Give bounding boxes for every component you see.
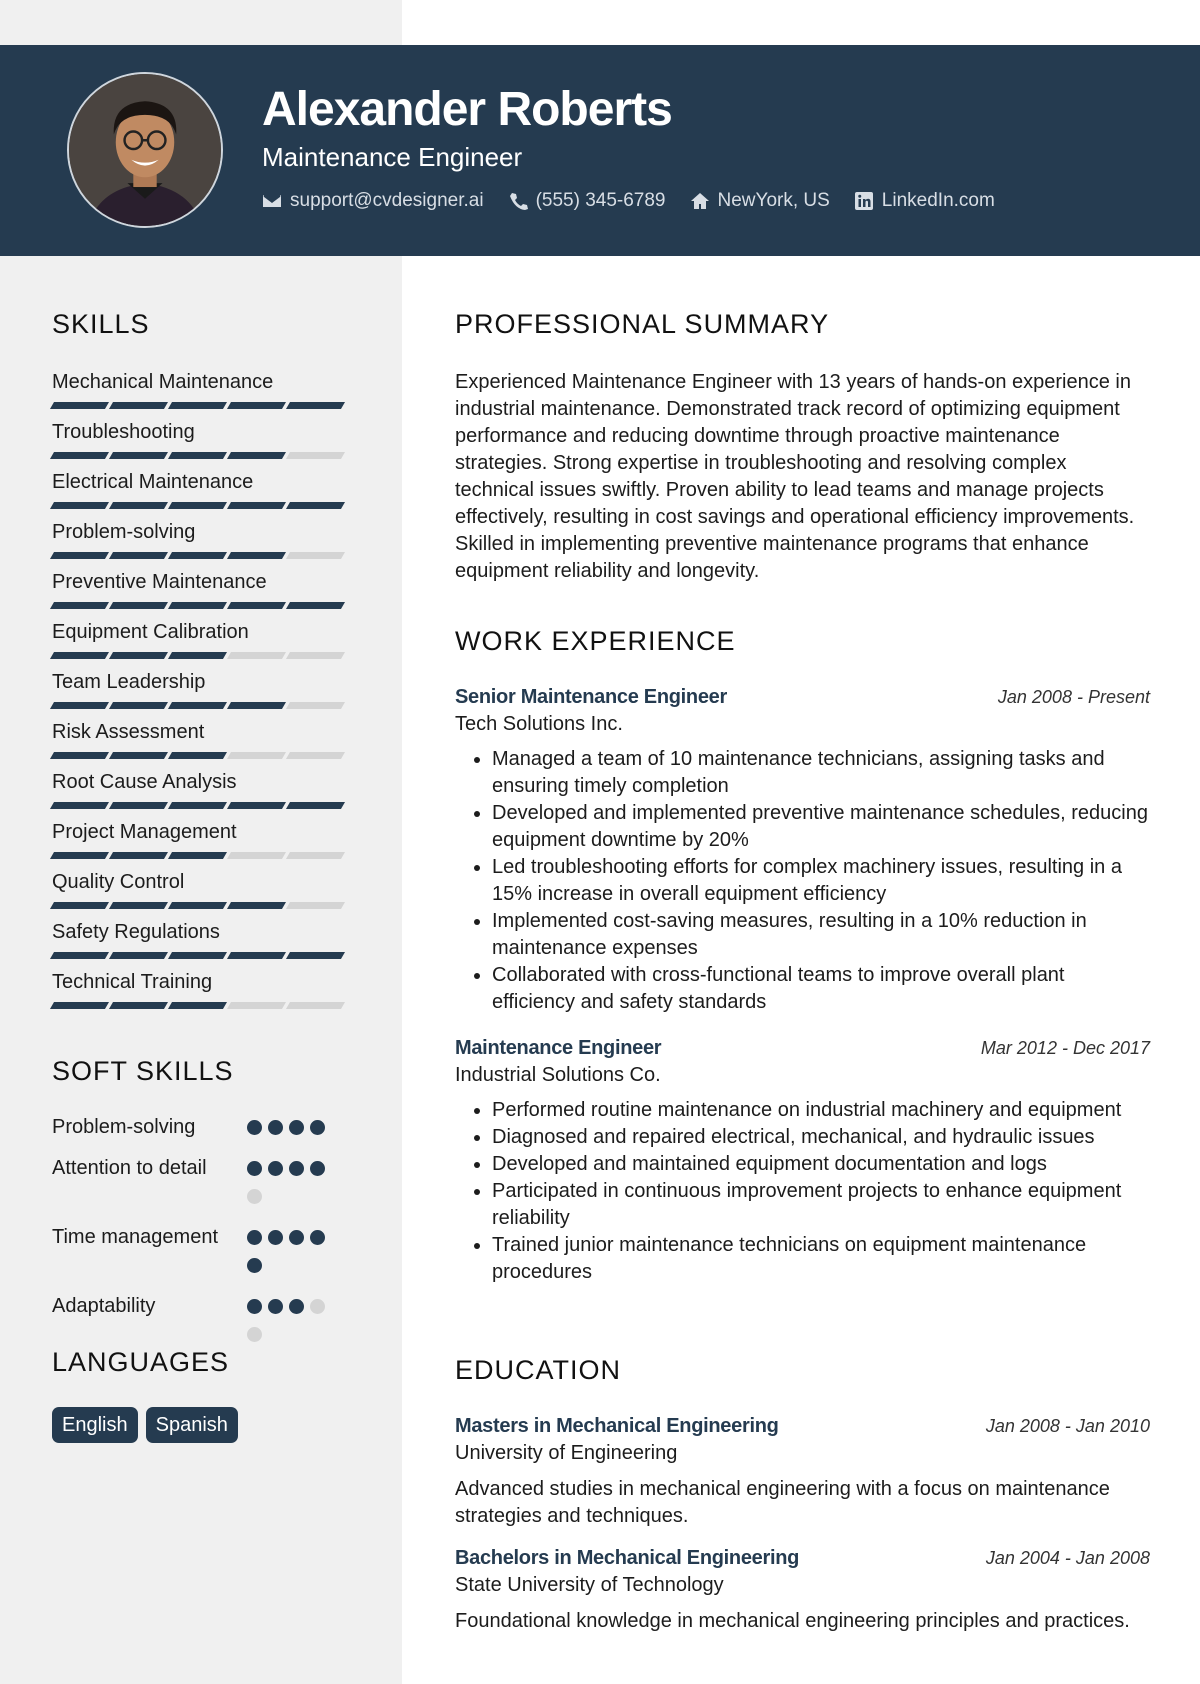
envelope-icon	[262, 191, 282, 211]
contact-location-text: NewYork, US	[717, 190, 830, 211]
skill-level-segment	[168, 1002, 227, 1009]
skill-level-segment	[227, 852, 286, 859]
rating-dot	[289, 1299, 304, 1314]
soft-skill-rating	[247, 1113, 337, 1148]
education-date: Jan 2004 - Jan 2008	[985, 1548, 1150, 1568]
skill-level-segment	[286, 652, 345, 659]
job-company: Tech Solutions Inc.	[455, 713, 623, 735]
skill-item	[52, 569, 352, 619]
skill-level-segment	[50, 802, 109, 809]
education-title: EDUCATION	[455, 1355, 622, 1385]
skill-level-segment	[286, 502, 345, 509]
skill-level-bar	[52, 902, 352, 909]
skill-level-segment	[227, 752, 286, 759]
job-bullet: • Participated in continuous improvement projects to enhance equipment reliability	[492, 1178, 1150, 1232]
soft-skill-rating	[247, 1154, 337, 1217]
skill-item	[52, 619, 352, 669]
skill-level-segment	[109, 752, 168, 759]
skill-level-segment	[227, 552, 286, 559]
skill-item	[52, 419, 352, 469]
skill-name: Risk Assessment	[52, 721, 205, 743]
skill-name: Technical Training	[52, 971, 213, 993]
skill-level-bar	[52, 852, 352, 859]
rating-dot	[247, 1327, 262, 1342]
rating-dot	[289, 1230, 304, 1245]
rating-dot	[310, 1230, 325, 1245]
job-title: Senior Maintenance Engineer	[455, 686, 727, 708]
languages-title: LANGUAGES	[52, 1347, 230, 1377]
rating-dot	[247, 1161, 262, 1176]
degree-title: Bachelors in Mechanical Engineering	[455, 1547, 800, 1569]
soft-skill-item	[52, 1113, 352, 1148]
rating-dot	[289, 1161, 304, 1176]
skill-level-segment	[109, 552, 168, 559]
skill-level-segment	[50, 502, 109, 509]
school-name: State University of Technology	[455, 1574, 724, 1596]
skill-level-segment	[227, 602, 286, 609]
skill-name: Equipment Calibration	[52, 621, 249, 643]
skill-level-segment	[50, 652, 109, 659]
skill-level-segment	[109, 502, 168, 509]
skill-level-bar	[52, 602, 352, 609]
education-description: Advanced studies in mechanical engineering with a focus on maintenance strategies and techniques.	[455, 1478, 1110, 1527]
job-bullet: • Trained junior maintenance technicians on equipment maintenance procedures	[492, 1232, 1150, 1286]
skill-level-segment	[168, 602, 227, 609]
degree-title: Masters in Mechanical Engineering	[455, 1415, 779, 1437]
skill-level-segment	[109, 602, 168, 609]
rating-dot	[289, 1120, 304, 1135]
skill-level-segment	[109, 852, 168, 859]
skill-name: Mechanical Maintenance	[52, 371, 274, 393]
soft-skill-item	[52, 1223, 352, 1286]
soft-skill-rating	[247, 1223, 337, 1286]
language-badge: Spanish	[146, 1407, 238, 1443]
skill-level-segment	[109, 452, 168, 459]
skill-item	[52, 369, 352, 419]
skill-level-segment	[227, 902, 286, 909]
skill-level-segment	[227, 652, 286, 659]
skill-level-bar	[52, 502, 352, 509]
skill-level-segment	[50, 602, 109, 609]
skill-level-segment	[286, 1002, 345, 1009]
skill-level-segment	[168, 752, 227, 759]
skill-level-segment	[286, 452, 345, 459]
skill-level-segment	[227, 502, 286, 509]
contact-linkedin-text: LinkedIn.com	[881, 190, 995, 211]
soft-skill-name: Attention to detail	[52, 1157, 207, 1179]
rating-dot	[247, 1230, 262, 1245]
skill-level-segment	[50, 752, 109, 759]
job-entry	[455, 684, 1150, 1016]
rating-dot	[247, 1120, 262, 1135]
contact-linkedin[interactable]	[854, 190, 995, 212]
skills-title: SKILLS	[52, 309, 150, 339]
skill-item	[52, 669, 352, 719]
avatar	[67, 72, 223, 228]
job-company: Industrial Solutions Co.	[455, 1064, 661, 1086]
soft-skill-name: Time management	[52, 1226, 218, 1248]
job-bullet: • Diagnosed and repaired electrical, mechanical, and hydraulic issues	[492, 1124, 1150, 1151]
skill-level-segment	[109, 802, 168, 809]
skill-level-segment	[109, 702, 168, 709]
skill-level-segment	[168, 802, 227, 809]
contact-list	[262, 190, 995, 212]
skill-level-segment	[227, 402, 286, 409]
rating-dot	[268, 1161, 283, 1176]
work-title: WORK EXPERIENCE	[455, 626, 736, 656]
skill-level-segment	[168, 852, 227, 859]
job-bullet: • Developed and implemented preventive maintenance schedules, reducing equipment downtime by 20%	[492, 800, 1150, 854]
rating-dot	[247, 1299, 262, 1314]
education-entry	[455, 1545, 1150, 1635]
rating-dot	[268, 1299, 283, 1314]
skill-name: Preventive Maintenance	[52, 571, 267, 593]
school-name: University of Engineering	[455, 1442, 678, 1464]
skill-level-segment	[286, 552, 345, 559]
job-bullet: • Developed and maintained equipment documentation and logs	[492, 1151, 1150, 1178]
skill-level-segment	[286, 602, 345, 609]
skill-level-segment	[286, 702, 345, 709]
skill-level-segment	[50, 902, 109, 909]
skill-level-bar	[52, 552, 352, 559]
skill-item	[52, 919, 352, 969]
skill-level-segment	[168, 502, 227, 509]
skill-level-segment	[109, 1002, 168, 1009]
job-bullet: • Managed a team of 10 maintenance technicians, assigning tasks and ensuring timely completion	[492, 746, 1150, 800]
skill-level-segment	[109, 902, 168, 909]
skill-level-segment	[50, 1002, 109, 1009]
job-bullet: • Led troubleshooting efforts for complex machinery issues, resulting in a 15% increase in overall equipment efficiency	[492, 854, 1150, 908]
skill-name: Root Cause Analysis	[52, 771, 237, 793]
skill-level-segment	[286, 902, 345, 909]
job-bullet: • Performed routine maintenance on industrial machinery and equipment	[492, 1097, 1150, 1124]
skill-item	[52, 719, 352, 769]
skill-item	[52, 819, 352, 869]
contact-email-text: support@cvdesigner.ai	[290, 190, 484, 211]
skill-name: Team Leadership	[52, 671, 206, 693]
skill-level-segment	[286, 402, 345, 409]
job-bullets	[455, 1097, 1150, 1286]
job-date: Jan 2008 - Present	[997, 687, 1150, 707]
skill-level-segment	[109, 652, 168, 659]
skill-level-bar	[52, 652, 352, 659]
skill-level-segment	[109, 402, 168, 409]
skill-name: Troubleshooting	[52, 421, 195, 443]
job-date: Mar 2012 - Dec 2017	[980, 1038, 1150, 1058]
soft-skills-title: SOFT SKILLS	[52, 1056, 234, 1086]
rating-dot	[247, 1258, 262, 1273]
rating-dot	[310, 1299, 325, 1314]
skill-level-segment	[227, 952, 286, 959]
job-bullets	[455, 746, 1150, 1016]
job-bullet: • Collaborated with cross-functional teams to improve overall plant efficiency and safety standards	[492, 962, 1150, 1016]
rating-dot	[310, 1120, 325, 1135]
skill-name: Electrical Maintenance	[52, 471, 254, 493]
candidate-name: Alexander Roberts	[262, 83, 672, 136]
skill-level-bar	[52, 1002, 352, 1009]
skill-level-segment	[109, 952, 168, 959]
education-date: Jan 2008 - Jan 2010	[985, 1416, 1150, 1436]
soft-skill-item	[52, 1154, 352, 1217]
rating-dot	[268, 1230, 283, 1245]
portrait-image	[69, 74, 221, 226]
skill-level-segment	[286, 802, 345, 809]
contact-phone[interactable]	[508, 190, 666, 212]
skill-level-segment	[168, 652, 227, 659]
skill-level-segment	[168, 452, 227, 459]
home-icon	[690, 191, 710, 211]
skill-item	[52, 869, 352, 919]
skill-level-segment	[50, 702, 109, 709]
contact-location	[690, 190, 830, 212]
skill-name: Problem-solving	[52, 521, 196, 543]
skill-name: Project Management	[52, 821, 237, 843]
skill-level-bar	[52, 452, 352, 459]
skill-level-segment	[227, 452, 286, 459]
summary-text: Experienced Maintenance Engineer with 13 years of hands-on experience in industrial maintenance. Demonstrated track record of optimizing equipment performance and reducing downtime through proactive maintenance strategies. Strong expertise in troubleshooting and resolving complex technical issues swiftly. Proven ability to lead teams and manage projects effectively, resulting in cost savings and operational efficiency improvements. Skilled in implementing preventive maintenance programs that enhance equipment reliability and longevity.	[455, 371, 1135, 582]
languages-list	[52, 1407, 238, 1443]
skill-level-segment	[50, 552, 109, 559]
skill-level-segment	[168, 902, 227, 909]
language-badge: English	[52, 1407, 138, 1443]
job-entry	[455, 1035, 1150, 1286]
job-bullet: • Implemented cost-saving measures, resulting in a 10% reduction in maintenance expenses	[492, 908, 1150, 962]
skill-level-segment	[227, 802, 286, 809]
soft-skill-rating	[247, 1292, 337, 1355]
skill-level-segment	[227, 702, 286, 709]
skill-level-segment	[227, 1002, 286, 1009]
skill-name: Quality Control	[52, 871, 185, 893]
skill-level-bar	[52, 752, 352, 759]
rating-dot	[247, 1189, 262, 1204]
skills-list	[52, 369, 352, 1019]
skill-level-bar	[52, 702, 352, 709]
skill-level-segment	[50, 452, 109, 459]
skill-level-segment	[168, 702, 227, 709]
skill-level-segment	[168, 552, 227, 559]
skill-level-bar	[52, 952, 352, 959]
job-title: Maintenance Engineer	[455, 1037, 662, 1059]
skill-item	[52, 769, 352, 819]
rating-dot	[268, 1120, 283, 1135]
skill-level-segment	[168, 402, 227, 409]
skill-level-bar	[52, 402, 352, 409]
skill-level-segment	[50, 852, 109, 859]
skill-level-segment	[50, 402, 109, 409]
phone-icon	[508, 191, 528, 211]
skill-level-segment	[286, 852, 345, 859]
candidate-role: Maintenance Engineer	[262, 142, 523, 172]
skill-level-segment	[168, 952, 227, 959]
skill-name: Safety Regulations	[52, 921, 220, 943]
skill-level-segment	[50, 952, 109, 959]
skill-level-bar	[52, 802, 352, 809]
soft-skills-list	[52, 1113, 352, 1361]
skill-level-segment	[286, 952, 345, 959]
contact-email[interactable]	[262, 190, 484, 212]
skill-item	[52, 969, 352, 1019]
summary-title: PROFESSIONAL SUMMARY	[455, 309, 830, 339]
education-description: Foundational knowledge in mechanical engineering principles and practices.	[455, 1610, 1130, 1632]
rating-dot	[310, 1161, 325, 1176]
education-entry	[455, 1413, 1150, 1530]
skill-level-segment	[286, 752, 345, 759]
skill-item	[52, 519, 352, 569]
linkedin-icon	[854, 191, 874, 211]
contact-phone-text: (555) 345-6789	[535, 190, 666, 211]
soft-skill-name: Adaptability	[52, 1295, 156, 1317]
skill-item	[52, 469, 352, 519]
soft-skill-name: Problem-solving	[52, 1116, 196, 1138]
